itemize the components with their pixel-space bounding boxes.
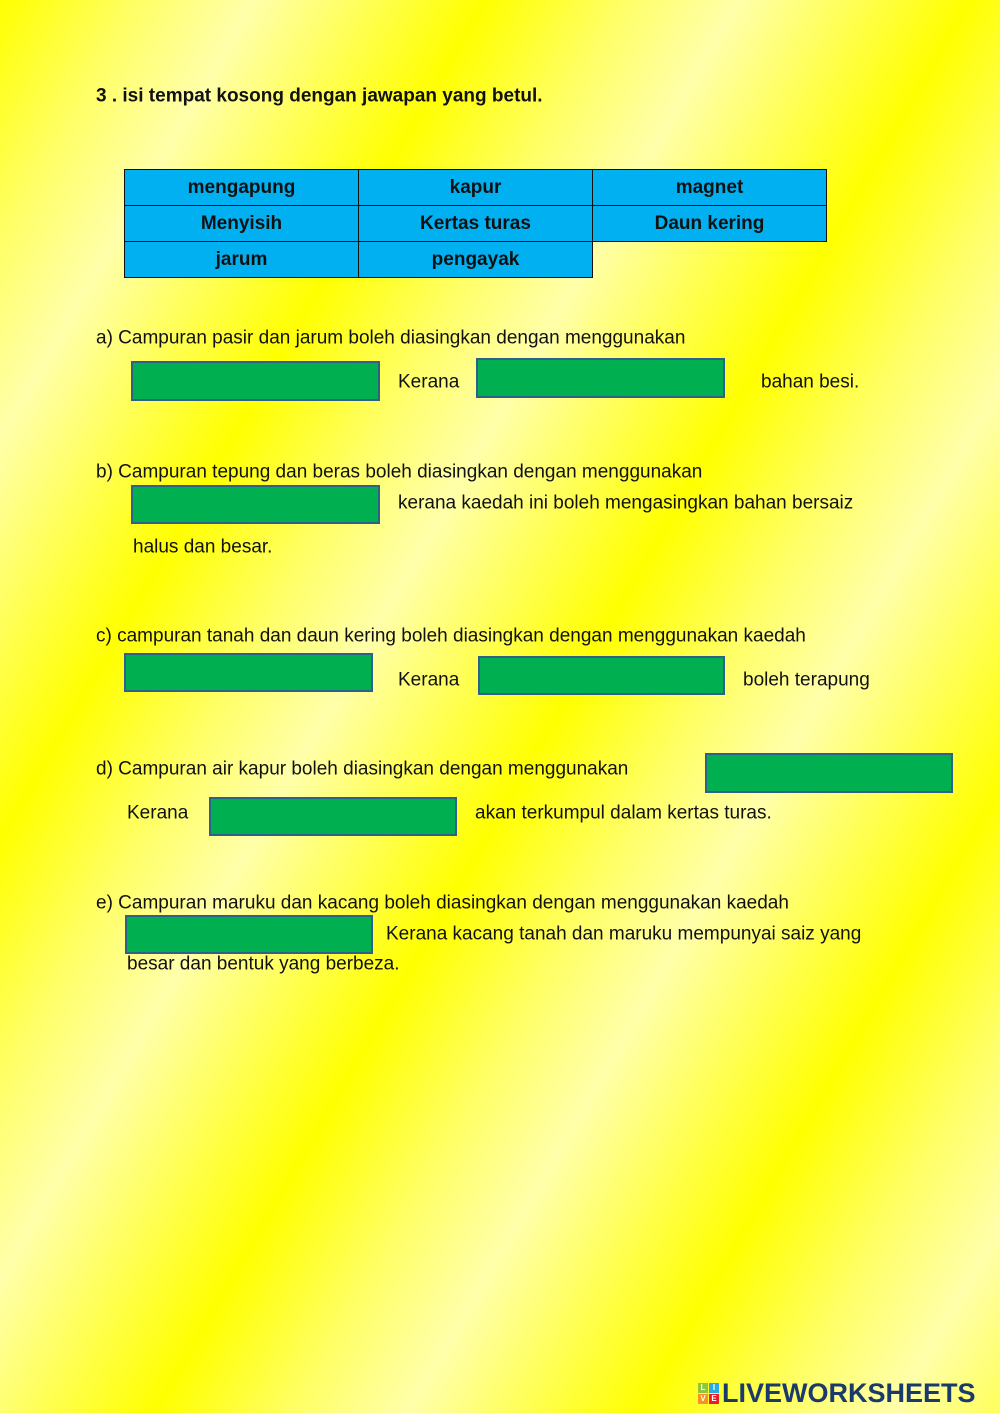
word-cell: Menyisih [125,206,359,242]
question-a-text: a) Campuran pasir dan jarum boleh diasingkan dengan menggunakan [96,327,686,349]
word-bank-table [124,169,827,278]
word-cell: Kertas turas [359,206,593,242]
word-cell: magnet [593,170,827,206]
question-b-line3: halus dan besar. [133,536,273,558]
logo-text: LIVEWORKSHEETS [722,1378,976,1408]
question-e-after: Kerana kacang tanah dan maruku mempunyai saiz yang [386,923,862,945]
answer-e1-input[interactable] [125,915,373,954]
question-d-text: d) Campuran air kapur boleh diasingkan dengan menggunakan [96,758,629,780]
answer-b1-input[interactable] [131,485,380,524]
question-a-end: bahan besi. [761,371,860,393]
answer-c2-input[interactable] [478,656,725,695]
question-b-text: b) Campuran tepung dan beras boleh diasingkan dengan menggunakan [96,461,703,483]
empty-cell [593,242,827,278]
logo-letter: E [709,1394,719,1404]
kerana-label: Kerana [398,371,460,393]
question-e-line3: besar dan bentuk yang berbeza. [127,953,400,975]
question-b-after: kerana kaedah ini boleh mengasingkan bahan bersaiz [398,492,854,514]
answer-d1-input[interactable] [705,753,953,793]
question-title: 3 . isi tempat kosong dengan jawapan yang betul. [96,85,543,107]
answer-a1-input[interactable] [131,361,380,401]
logo-letter: L [698,1383,708,1393]
logo-letter: V [698,1394,708,1404]
liveworksheets-logo [698,1378,976,1409]
question-d-end: akan terkumpul dalam kertas turas. [475,802,772,824]
question-c-end: boleh terapung [743,669,870,691]
word-cell: Daun kering [593,206,827,242]
answer-d2-input[interactable] [209,797,457,836]
question-c-text: c) campuran tanah dan daun kering boleh diasingkan dengan menggunakan kaedah [96,625,806,647]
answer-a2-input[interactable] [476,358,725,398]
word-cell: pengayak [359,242,593,278]
answer-c1-input[interactable] [124,653,373,692]
live-cube-icon [698,1383,719,1404]
word-cell: kapur [359,170,593,206]
word-cell: mengapung [125,170,359,206]
kerana-label: Kerana [127,802,189,824]
kerana-label: Kerana [398,669,460,691]
question-e-text: e) Campuran maruku dan kacang boleh diasingkan dengan menggunakan kaedah [96,892,789,914]
word-cell: jarum [125,242,359,278]
logo-letter: I [709,1383,719,1393]
